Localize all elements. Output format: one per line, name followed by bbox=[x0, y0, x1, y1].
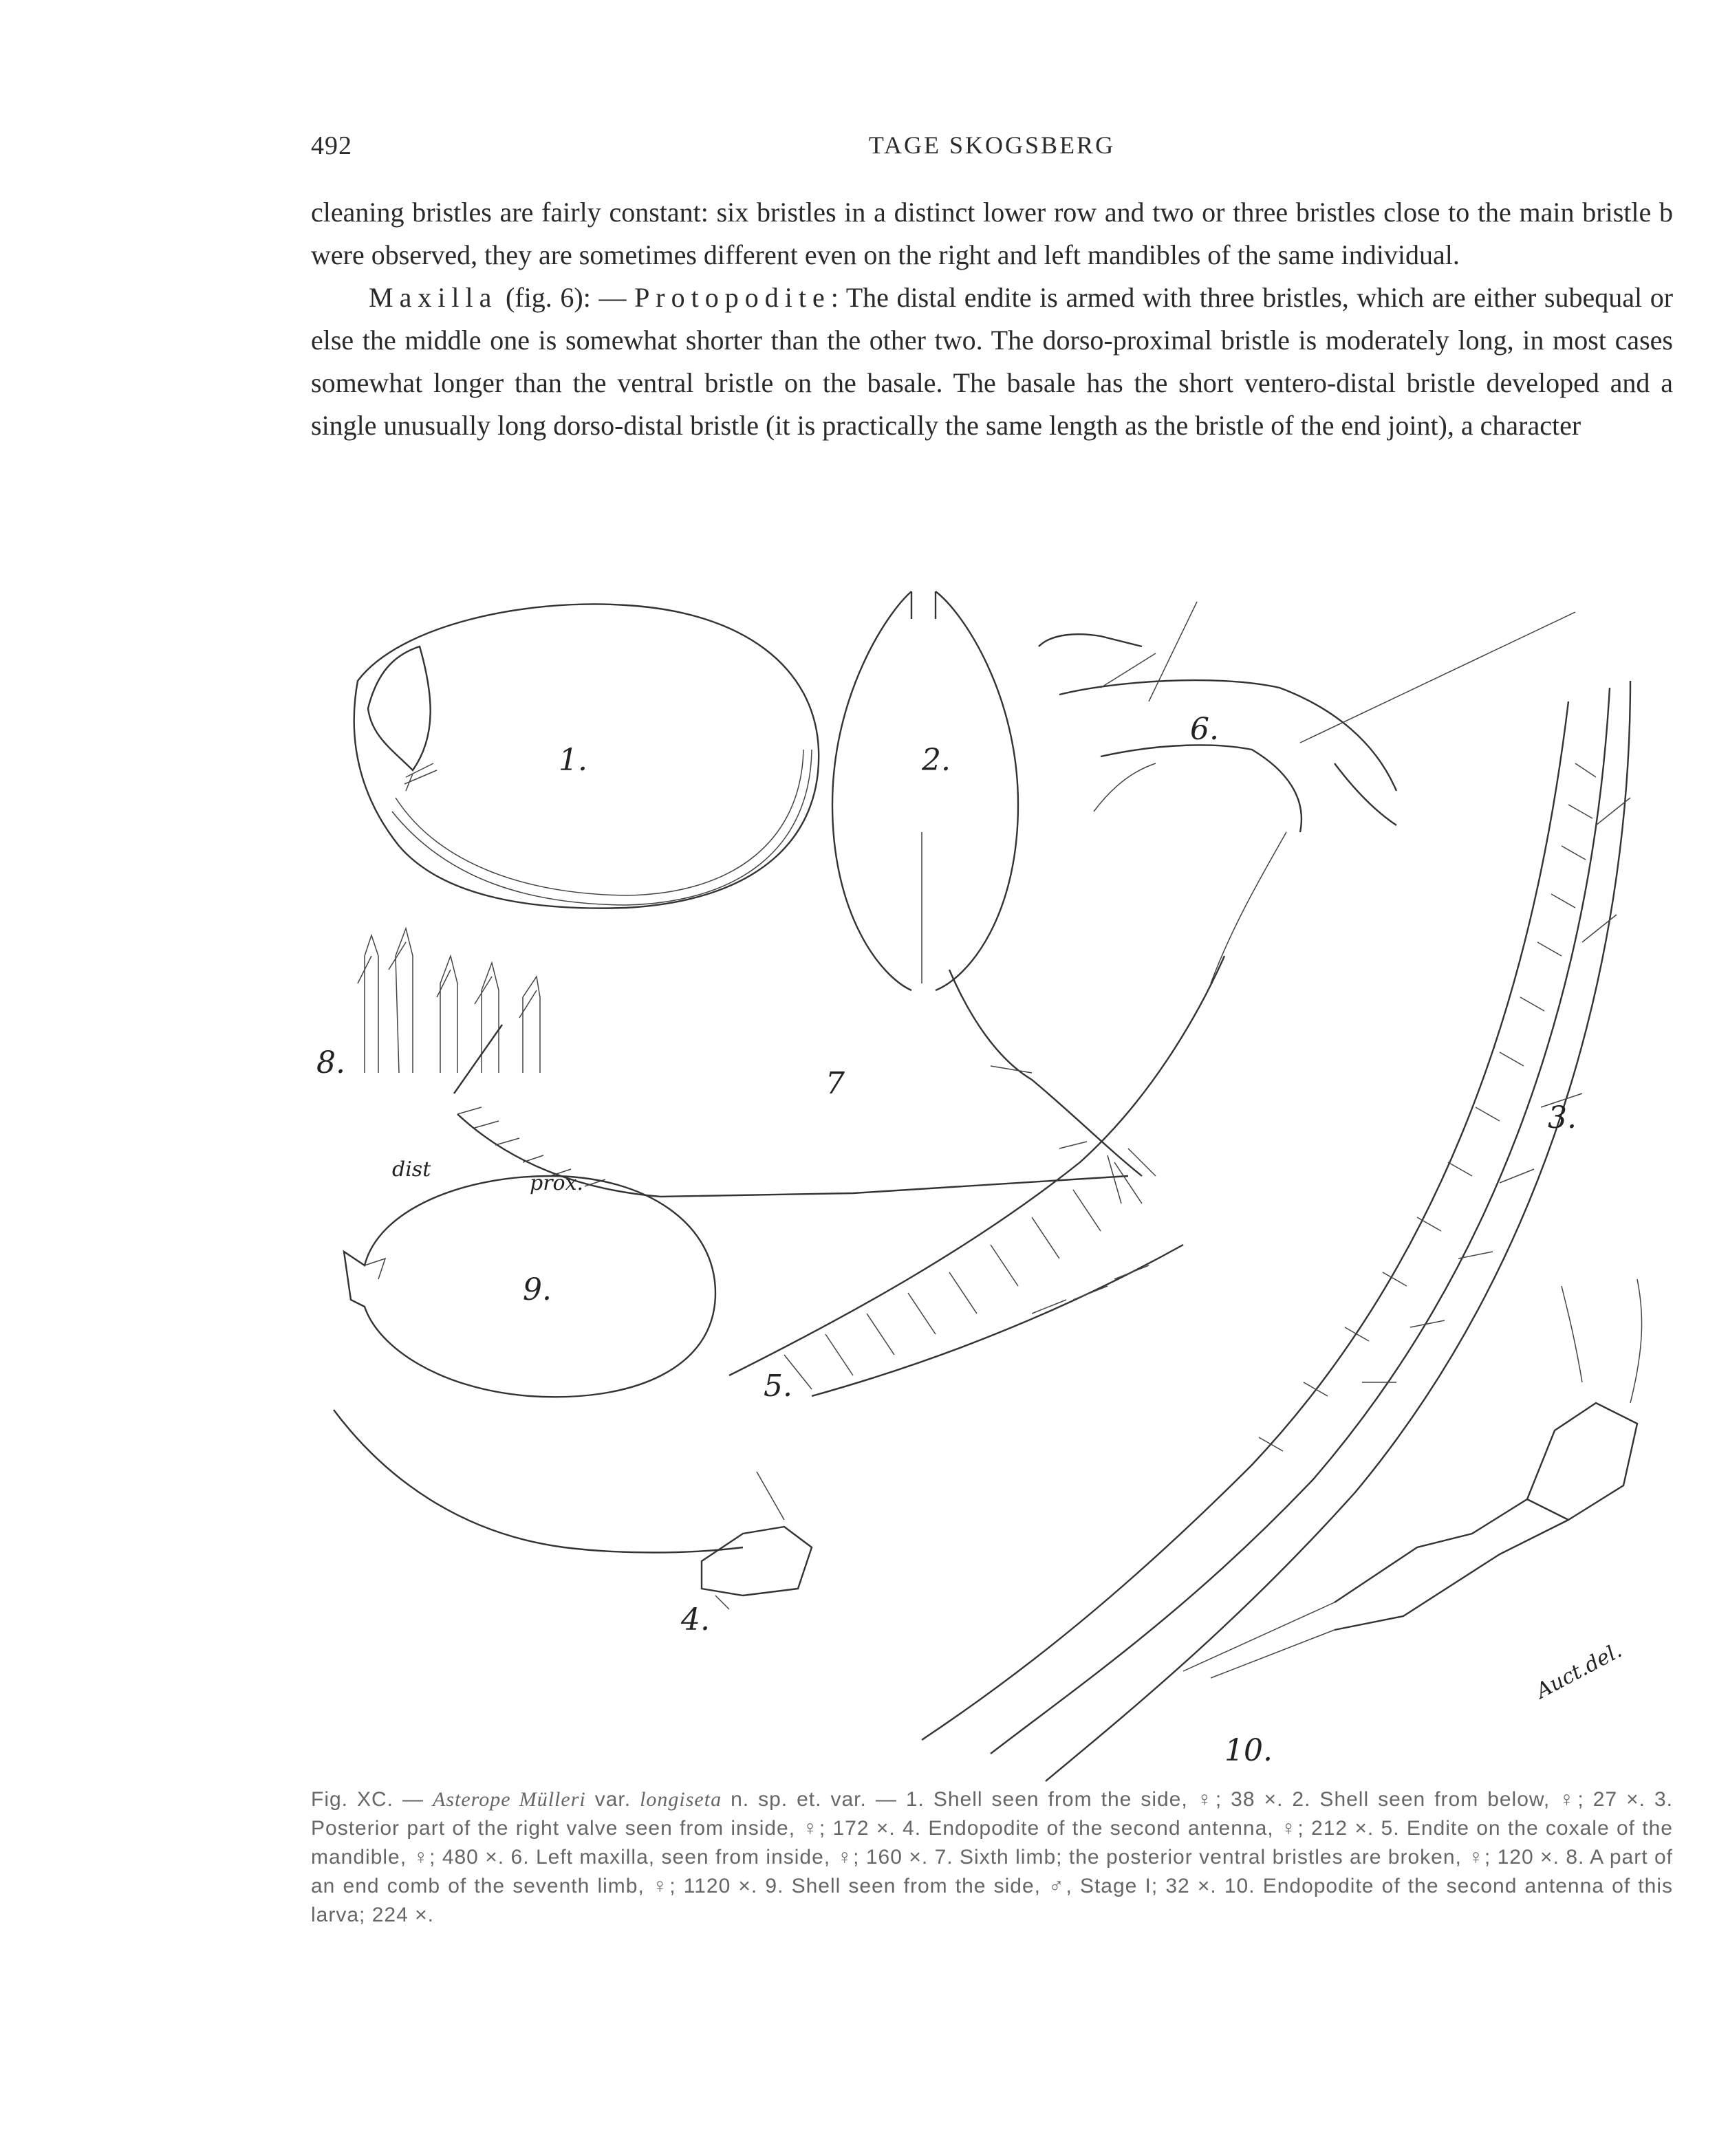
fig9-label: 9. bbox=[523, 1272, 552, 1307]
caption-prefix: Fig. XC. — bbox=[311, 1788, 433, 1811]
caption-varname: longiseta bbox=[640, 1788, 722, 1811]
fig4-label: 4. bbox=[681, 1602, 710, 1637]
body-text bbox=[311, 191, 1673, 447]
fig7-label: 7 bbox=[825, 1066, 845, 1101]
fig10-larva-endopodite bbox=[1183, 1279, 1642, 1678]
figure-caption bbox=[311, 1785, 1673, 1930]
maxilla-heading: Maxilla bbox=[369, 282, 498, 313]
protopodite-heading: Protopodite bbox=[634, 282, 831, 313]
fig2-shell-below bbox=[832, 591, 1018, 990]
paragraph-2 bbox=[311, 276, 1673, 447]
running-title: TAGE SKOGSBERG bbox=[868, 131, 1116, 159]
fig8-dist-label: dist bbox=[392, 1157, 431, 1182]
fig3-label: 3. bbox=[1548, 1100, 1577, 1135]
page-header bbox=[311, 131, 1673, 165]
plate-figure bbox=[303, 571, 1678, 1802]
fig8-label: 8. bbox=[316, 1045, 345, 1080]
fig3-valve-posterior bbox=[922, 681, 1630, 1781]
artist-signature: Auct.del. bbox=[1532, 1638, 1626, 1704]
caption-var: var. bbox=[585, 1788, 640, 1811]
fig8-end-comb bbox=[358, 928, 540, 1073]
fig2-label: 2. bbox=[922, 743, 951, 778]
fig6-maxilla bbox=[1039, 602, 1575, 983]
page-number: 492 bbox=[311, 131, 352, 160]
fig5-label: 5. bbox=[764, 1369, 792, 1404]
fig7-sixth-limb bbox=[454, 970, 1156, 1204]
plate-drawing bbox=[303, 571, 1678, 1802]
caption-species: Asterope Mülleri bbox=[433, 1788, 586, 1811]
fig6-label: 6. bbox=[1190, 712, 1219, 747]
fig-ref: (fig. 6): — bbox=[497, 282, 635, 313]
fig8-prox-label: prox. bbox=[530, 1171, 584, 1195]
paragraph-1: cleaning bristles are fairly constant: six bristles in a distinct lower row and two or three bristles close to the main bristle b were observed, they are sometimes different even on the right and left mandibles of the same individual. bbox=[311, 197, 1673, 270]
caption-text: n. sp. et. var. — 1. Shell seen from the side, ♀; 38 ×. 2. Shell seen from below, ♀; 27 ×. 3. Posterior part of the right valve seen from inside, ♀; 172 ×. 4. Endopodite of the second antenna, ♀; 212 ×. 5. Endite on the coxale of the mandible, ♀; 480 ×. 6. Left maxilla, seen from inside, ♀; 160 ×. 7. Sixth limb; the posterior ventral bristles are broken, ♀; 120 ×. 8. A part of an end comb of the seventh limb, ♀; 1120 ×. 9. Shell seen from the side, ♂, Stage I; 32 ×. 10. Endopodite of the second antenna of this larva; 224 ×. bbox=[311, 1788, 1674, 1926]
paragraph-2-text: : The distal endite is armed with three bristles, which are either subequal or else the middle one is somewhat shorter than the other two. The dorso-proximal bristle is moderately long, in most cases somewhat longer than the ventral bristle on the basale. The basale has the short ventero-distal bristle developed and a single unusually long dorso-distal bristle (it is practically the same length as the bristle of the end joint), a character bbox=[311, 282, 1674, 441]
fig10-label: 10. bbox=[1224, 1733, 1273, 1768]
fig1-label: 1. bbox=[559, 743, 587, 778]
fig4-endopodite bbox=[334, 1410, 812, 1609]
